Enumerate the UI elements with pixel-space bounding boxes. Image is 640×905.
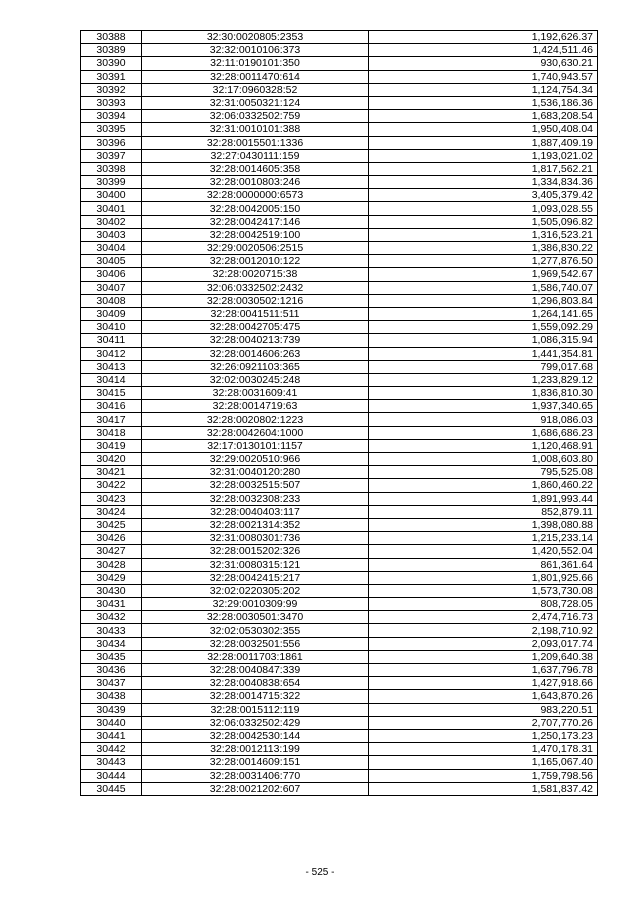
record-id-cell: 30408 xyxy=(81,294,142,307)
amount-cell: 1,165,067.40 xyxy=(369,756,598,769)
amount-cell: 1,759,798.56 xyxy=(369,769,598,782)
amount-cell: 1,637,796.78 xyxy=(369,664,598,677)
record-id-cell: 30422 xyxy=(81,479,142,492)
cadastral-number-cell: 32:02:0220305:202 xyxy=(142,584,369,597)
cadastral-number-cell: 32:28:0011470:614 xyxy=(142,70,369,83)
table-row xyxy=(81,611,598,624)
amount-cell: 1,586,740.07 xyxy=(369,281,598,294)
record-id-cell: 30392 xyxy=(81,83,142,96)
cadastral-number-cell: 32:06:0332502:2432 xyxy=(142,281,369,294)
table-row xyxy=(81,584,598,597)
cadastral-number-cell: 32:28:0042705:475 xyxy=(142,321,369,334)
record-id-cell: 30399 xyxy=(81,176,142,189)
table-row xyxy=(81,215,598,228)
amount-cell: 930,630.21 xyxy=(369,57,598,70)
cadastral-number-cell: 32:31:0010101:388 xyxy=(142,123,369,136)
amount-cell: 795,525.08 xyxy=(369,466,598,479)
record-id-cell: 30389 xyxy=(81,44,142,57)
table-row xyxy=(81,387,598,400)
amount-cell: 1,264,141.65 xyxy=(369,307,598,320)
amount-cell: 1,801,925.66 xyxy=(369,571,598,584)
amount-cell: 3,405,379.42 xyxy=(369,189,598,202)
amount-cell: 1,386,830.22 xyxy=(369,242,598,255)
amount-cell: 1,686,686.23 xyxy=(369,426,598,439)
table-row xyxy=(81,321,598,334)
amount-cell: 1,950,408.04 xyxy=(369,123,598,136)
cadastral-number-cell: 32:28:0021314:352 xyxy=(142,518,369,531)
amount-cell: 1,193,021.02 xyxy=(369,149,598,162)
cadastral-number-cell: 32:28:0031406:770 xyxy=(142,769,369,782)
cadastral-number-cell: 32:28:0015501:1336 xyxy=(142,136,369,149)
record-id-cell: 30432 xyxy=(81,611,142,624)
record-id-cell: 30393 xyxy=(81,96,142,109)
cadastral-number-cell: 32:28:0040213:739 xyxy=(142,334,369,347)
table-row xyxy=(81,650,598,663)
amount-cell: 2,474,716.73 xyxy=(369,611,598,624)
record-id-cell: 30396 xyxy=(81,136,142,149)
cadastral-number-cell: 32:28:0010803:246 xyxy=(142,176,369,189)
table-row xyxy=(81,31,598,44)
cadastral-number-cell: 32:28:0042530:144 xyxy=(142,729,369,742)
table-row xyxy=(81,505,598,518)
cadastral-number-cell: 32:28:0042604:1000 xyxy=(142,426,369,439)
records-table xyxy=(80,30,598,796)
cadastral-number-cell: 32:29:0020510:966 xyxy=(142,453,369,466)
record-id-cell: 30435 xyxy=(81,650,142,663)
cadastral-number-cell: 32:28:0012010:122 xyxy=(142,255,369,268)
record-id-cell: 30431 xyxy=(81,598,142,611)
record-id-cell: 30407 xyxy=(81,281,142,294)
table-row xyxy=(81,782,598,795)
cadastral-number-cell: 32:06:0332502:759 xyxy=(142,110,369,123)
cadastral-number-cell: 32:32:0010106:373 xyxy=(142,44,369,57)
amount-cell: 1,296,803.84 xyxy=(369,294,598,307)
record-id-cell: 30443 xyxy=(81,756,142,769)
amount-cell: 1,887,409.19 xyxy=(369,136,598,149)
record-id-cell: 30421 xyxy=(81,466,142,479)
table-row xyxy=(81,729,598,742)
cadastral-number-cell: 32:28:0040847:339 xyxy=(142,664,369,677)
record-id-cell: 30403 xyxy=(81,228,142,241)
table-row xyxy=(81,70,598,83)
amount-cell: 799,017.68 xyxy=(369,360,598,373)
record-id-cell: 30400 xyxy=(81,189,142,202)
amount-cell: 1,420,552.04 xyxy=(369,545,598,558)
cadastral-number-cell: 32:28:0015202:326 xyxy=(142,545,369,558)
cadastral-number-cell: 32:31:0050321:124 xyxy=(142,96,369,109)
cadastral-number-cell: 32:28:0030502:1216 xyxy=(142,294,369,307)
table-row xyxy=(81,294,598,307)
amount-cell: 1,536,186.36 xyxy=(369,96,598,109)
record-id-cell: 30426 xyxy=(81,532,142,545)
cadastral-number-cell: 32:02:0530302:355 xyxy=(142,624,369,637)
cadastral-number-cell: 32:28:0014719:63 xyxy=(142,400,369,413)
cadastral-number-cell: 32:27:0430111:159 xyxy=(142,149,369,162)
record-id-cell: 30402 xyxy=(81,215,142,228)
table-row xyxy=(81,189,598,202)
table-row xyxy=(81,624,598,637)
record-id-cell: 30437 xyxy=(81,677,142,690)
amount-cell: 2,093,017.74 xyxy=(369,637,598,650)
table-row xyxy=(81,413,598,426)
cadastral-number-cell: 32:28:0021202:607 xyxy=(142,782,369,795)
amount-cell: 1,683,208.54 xyxy=(369,110,598,123)
cadastral-number-cell: 32:17:0960328:52 xyxy=(142,83,369,96)
cadastral-number-cell: 32:28:0040403:117 xyxy=(142,505,369,518)
amount-cell: 1,573,730.08 xyxy=(369,584,598,597)
record-id-cell: 30418 xyxy=(81,426,142,439)
cadastral-number-cell: 32:28:0030501:3470 xyxy=(142,611,369,624)
amount-cell: 1,215,233.14 xyxy=(369,532,598,545)
record-id-cell: 30397 xyxy=(81,149,142,162)
cadastral-number-cell: 32:28:0014606:263 xyxy=(142,347,369,360)
record-id-cell: 30390 xyxy=(81,57,142,70)
record-id-cell: 30424 xyxy=(81,505,142,518)
cadastral-number-cell: 32:28:0032501:556 xyxy=(142,637,369,650)
record-id-cell: 30433 xyxy=(81,624,142,637)
cadastral-number-cell: 32:29:0020506:2515 xyxy=(142,242,369,255)
amount-cell: 1,817,562.21 xyxy=(369,162,598,175)
table-row xyxy=(81,202,598,215)
table-row xyxy=(81,162,598,175)
cadastral-number-cell: 32:30:0020805:2353 xyxy=(142,31,369,44)
record-id-cell: 30434 xyxy=(81,637,142,650)
table-row xyxy=(81,400,598,413)
table-row xyxy=(81,703,598,716)
amount-cell: 1,427,918.66 xyxy=(369,677,598,690)
record-id-cell: 30401 xyxy=(81,202,142,215)
record-id-cell: 30412 xyxy=(81,347,142,360)
table-row xyxy=(81,44,598,57)
record-id-cell: 30398 xyxy=(81,162,142,175)
record-id-cell: 30428 xyxy=(81,558,142,571)
table-row xyxy=(81,307,598,320)
record-id-cell: 30441 xyxy=(81,729,142,742)
amount-cell: 1,969,542.67 xyxy=(369,268,598,281)
table-row xyxy=(81,268,598,281)
amount-cell: 1,937,340.65 xyxy=(369,400,598,413)
table-row xyxy=(81,110,598,123)
record-id-cell: 30405 xyxy=(81,255,142,268)
table-row xyxy=(81,479,598,492)
table-row xyxy=(81,96,598,109)
amount-cell: 1,250,173.23 xyxy=(369,729,598,742)
amount-cell: 1,398,080.88 xyxy=(369,518,598,531)
cadastral-number-cell: 32:28:0042415:217 xyxy=(142,571,369,584)
record-id-cell: 30436 xyxy=(81,664,142,677)
cadastral-number-cell: 32:28:0040838:654 xyxy=(142,677,369,690)
record-id-cell: 30410 xyxy=(81,321,142,334)
table-row xyxy=(81,360,598,373)
record-id-cell: 30394 xyxy=(81,110,142,123)
cadastral-number-cell: 32:17:0130101:1157 xyxy=(142,439,369,452)
table-row xyxy=(81,690,598,703)
record-id-cell: 30425 xyxy=(81,518,142,531)
table-row xyxy=(81,242,598,255)
amount-cell: 1,559,092.29 xyxy=(369,321,598,334)
amount-cell: 1,008,603.80 xyxy=(369,453,598,466)
table-row xyxy=(81,558,598,571)
cadastral-number-cell: 32:28:0032515:507 xyxy=(142,479,369,492)
amount-cell: 1,334,834.36 xyxy=(369,176,598,189)
cadastral-number-cell: 32:28:0011703:1861 xyxy=(142,650,369,663)
cadastral-number-cell: 32:28:0042519:100 xyxy=(142,228,369,241)
cadastral-number-cell: 32:26:0921103:365 xyxy=(142,360,369,373)
amount-cell: 983,220.51 xyxy=(369,703,598,716)
cadastral-number-cell: 32:31:0040120:280 xyxy=(142,466,369,479)
amount-cell: 808,728.05 xyxy=(369,598,598,611)
amount-cell: 1,860,460.22 xyxy=(369,479,598,492)
record-id-cell: 30423 xyxy=(81,492,142,505)
record-id-cell: 30419 xyxy=(81,439,142,452)
amount-cell: 1,209,640.38 xyxy=(369,650,598,663)
cadastral-number-cell: 32:28:0014715:322 xyxy=(142,690,369,703)
cadastral-number-cell: 32:31:0080315:121 xyxy=(142,558,369,571)
table-row xyxy=(81,756,598,769)
amount-cell: 918,086.03 xyxy=(369,413,598,426)
amount-cell: 1,233,829.12 xyxy=(369,373,598,386)
record-id-cell: 30415 xyxy=(81,387,142,400)
cadastral-number-cell: 32:28:0042005:150 xyxy=(142,202,369,215)
record-id-cell: 30445 xyxy=(81,782,142,795)
table-row xyxy=(81,453,598,466)
table-row xyxy=(81,255,598,268)
table-row xyxy=(81,769,598,782)
record-id-cell: 30404 xyxy=(81,242,142,255)
amount-cell: 2,198,710.92 xyxy=(369,624,598,637)
table-row xyxy=(81,545,598,558)
amount-cell: 1,093,028.55 xyxy=(369,202,598,215)
amount-cell: 1,643,870.26 xyxy=(369,690,598,703)
amount-cell: 1,891,993.44 xyxy=(369,492,598,505)
cadastral-number-cell: 32:28:0014609:151 xyxy=(142,756,369,769)
table-row xyxy=(81,598,598,611)
table-row xyxy=(81,637,598,650)
record-id-cell: 30439 xyxy=(81,703,142,716)
table-row xyxy=(81,677,598,690)
record-id-cell: 30409 xyxy=(81,307,142,320)
record-id-cell: 30429 xyxy=(81,571,142,584)
table-row xyxy=(81,334,598,347)
cadastral-number-cell: 32:11:0190101:350 xyxy=(142,57,369,70)
table-row xyxy=(81,176,598,189)
table-row xyxy=(81,57,598,70)
record-id-cell: 30438 xyxy=(81,690,142,703)
amount-cell: 861,361.64 xyxy=(369,558,598,571)
record-id-cell: 30420 xyxy=(81,453,142,466)
amount-cell: 1,470,178.31 xyxy=(369,743,598,756)
records-table-body xyxy=(81,31,598,796)
table-row xyxy=(81,347,598,360)
record-id-cell: 30430 xyxy=(81,584,142,597)
table-row xyxy=(81,373,598,386)
record-id-cell: 30442 xyxy=(81,743,142,756)
amount-cell: 1,086,315.94 xyxy=(369,334,598,347)
cadastral-number-cell: 32:28:0000000:6573 xyxy=(142,189,369,202)
cadastral-number-cell: 32:28:0012113:199 xyxy=(142,743,369,756)
amount-cell: 1,192,626.37 xyxy=(369,31,598,44)
table-row xyxy=(81,518,598,531)
amount-cell: 1,316,523.21 xyxy=(369,228,598,241)
record-id-cell: 30406 xyxy=(81,268,142,281)
table-row xyxy=(81,439,598,452)
table-row xyxy=(81,716,598,729)
record-id-cell: 30395 xyxy=(81,123,142,136)
cadastral-number-cell: 32:28:0014605:358 xyxy=(142,162,369,175)
record-id-cell: 30427 xyxy=(81,545,142,558)
record-id-cell: 30414 xyxy=(81,373,142,386)
cadastral-number-cell: 32:29:0010309:99 xyxy=(142,598,369,611)
record-id-cell: 30440 xyxy=(81,716,142,729)
record-id-cell: 30411 xyxy=(81,334,142,347)
amount-cell: 1,441,354.81 xyxy=(369,347,598,360)
record-id-cell: 30413 xyxy=(81,360,142,373)
table-row xyxy=(81,149,598,162)
amount-cell: 1,277,876.50 xyxy=(369,255,598,268)
amount-cell: 2,707,770.26 xyxy=(369,716,598,729)
cadastral-number-cell: 32:06:0332502:429 xyxy=(142,716,369,729)
amount-cell: 1,836,810.30 xyxy=(369,387,598,400)
table-row xyxy=(81,532,598,545)
cadastral-number-cell: 32:28:0020715:38 xyxy=(142,268,369,281)
cadastral-number-cell: 32:31:0080301:736 xyxy=(142,532,369,545)
amount-cell: 1,505,096.82 xyxy=(369,215,598,228)
cadastral-number-cell: 32:28:0042417:146 xyxy=(142,215,369,228)
table-row xyxy=(81,123,598,136)
record-id-cell: 30444 xyxy=(81,769,142,782)
table-row xyxy=(81,426,598,439)
table-row xyxy=(81,83,598,96)
table-row xyxy=(81,466,598,479)
amount-cell: 1,424,511.46 xyxy=(369,44,598,57)
cadastral-number-cell: 32:28:0015112:119 xyxy=(142,703,369,716)
amount-cell: 852,879.11 xyxy=(369,505,598,518)
amount-cell: 1,120,468.91 xyxy=(369,439,598,452)
page-number: - 525 - xyxy=(305,867,335,878)
amount-cell: 1,124,754.34 xyxy=(369,83,598,96)
table-row xyxy=(81,664,598,677)
cadastral-number-cell: 32:02:0030245:248 xyxy=(142,373,369,386)
record-id-cell: 30417 xyxy=(81,413,142,426)
record-id-cell: 30416 xyxy=(81,400,142,413)
record-id-cell: 30388 xyxy=(81,31,142,44)
table-row xyxy=(81,743,598,756)
cadastral-number-cell: 32:28:0020802:1223 xyxy=(142,413,369,426)
cadastral-number-cell: 32:28:0032308:233 xyxy=(142,492,369,505)
table-row xyxy=(81,228,598,241)
table-row xyxy=(81,136,598,149)
amount-cell: 1,581,837.42 xyxy=(369,782,598,795)
record-id-cell: 30391 xyxy=(81,70,142,83)
table-row xyxy=(81,281,598,294)
amount-cell: 1,740,943.57 xyxy=(369,70,598,83)
cadastral-number-cell: 32:28:0031609:41 xyxy=(142,387,369,400)
table-row xyxy=(81,571,598,584)
table-row xyxy=(81,492,598,505)
cadastral-number-cell: 32:28:0041511:511 xyxy=(142,307,369,320)
